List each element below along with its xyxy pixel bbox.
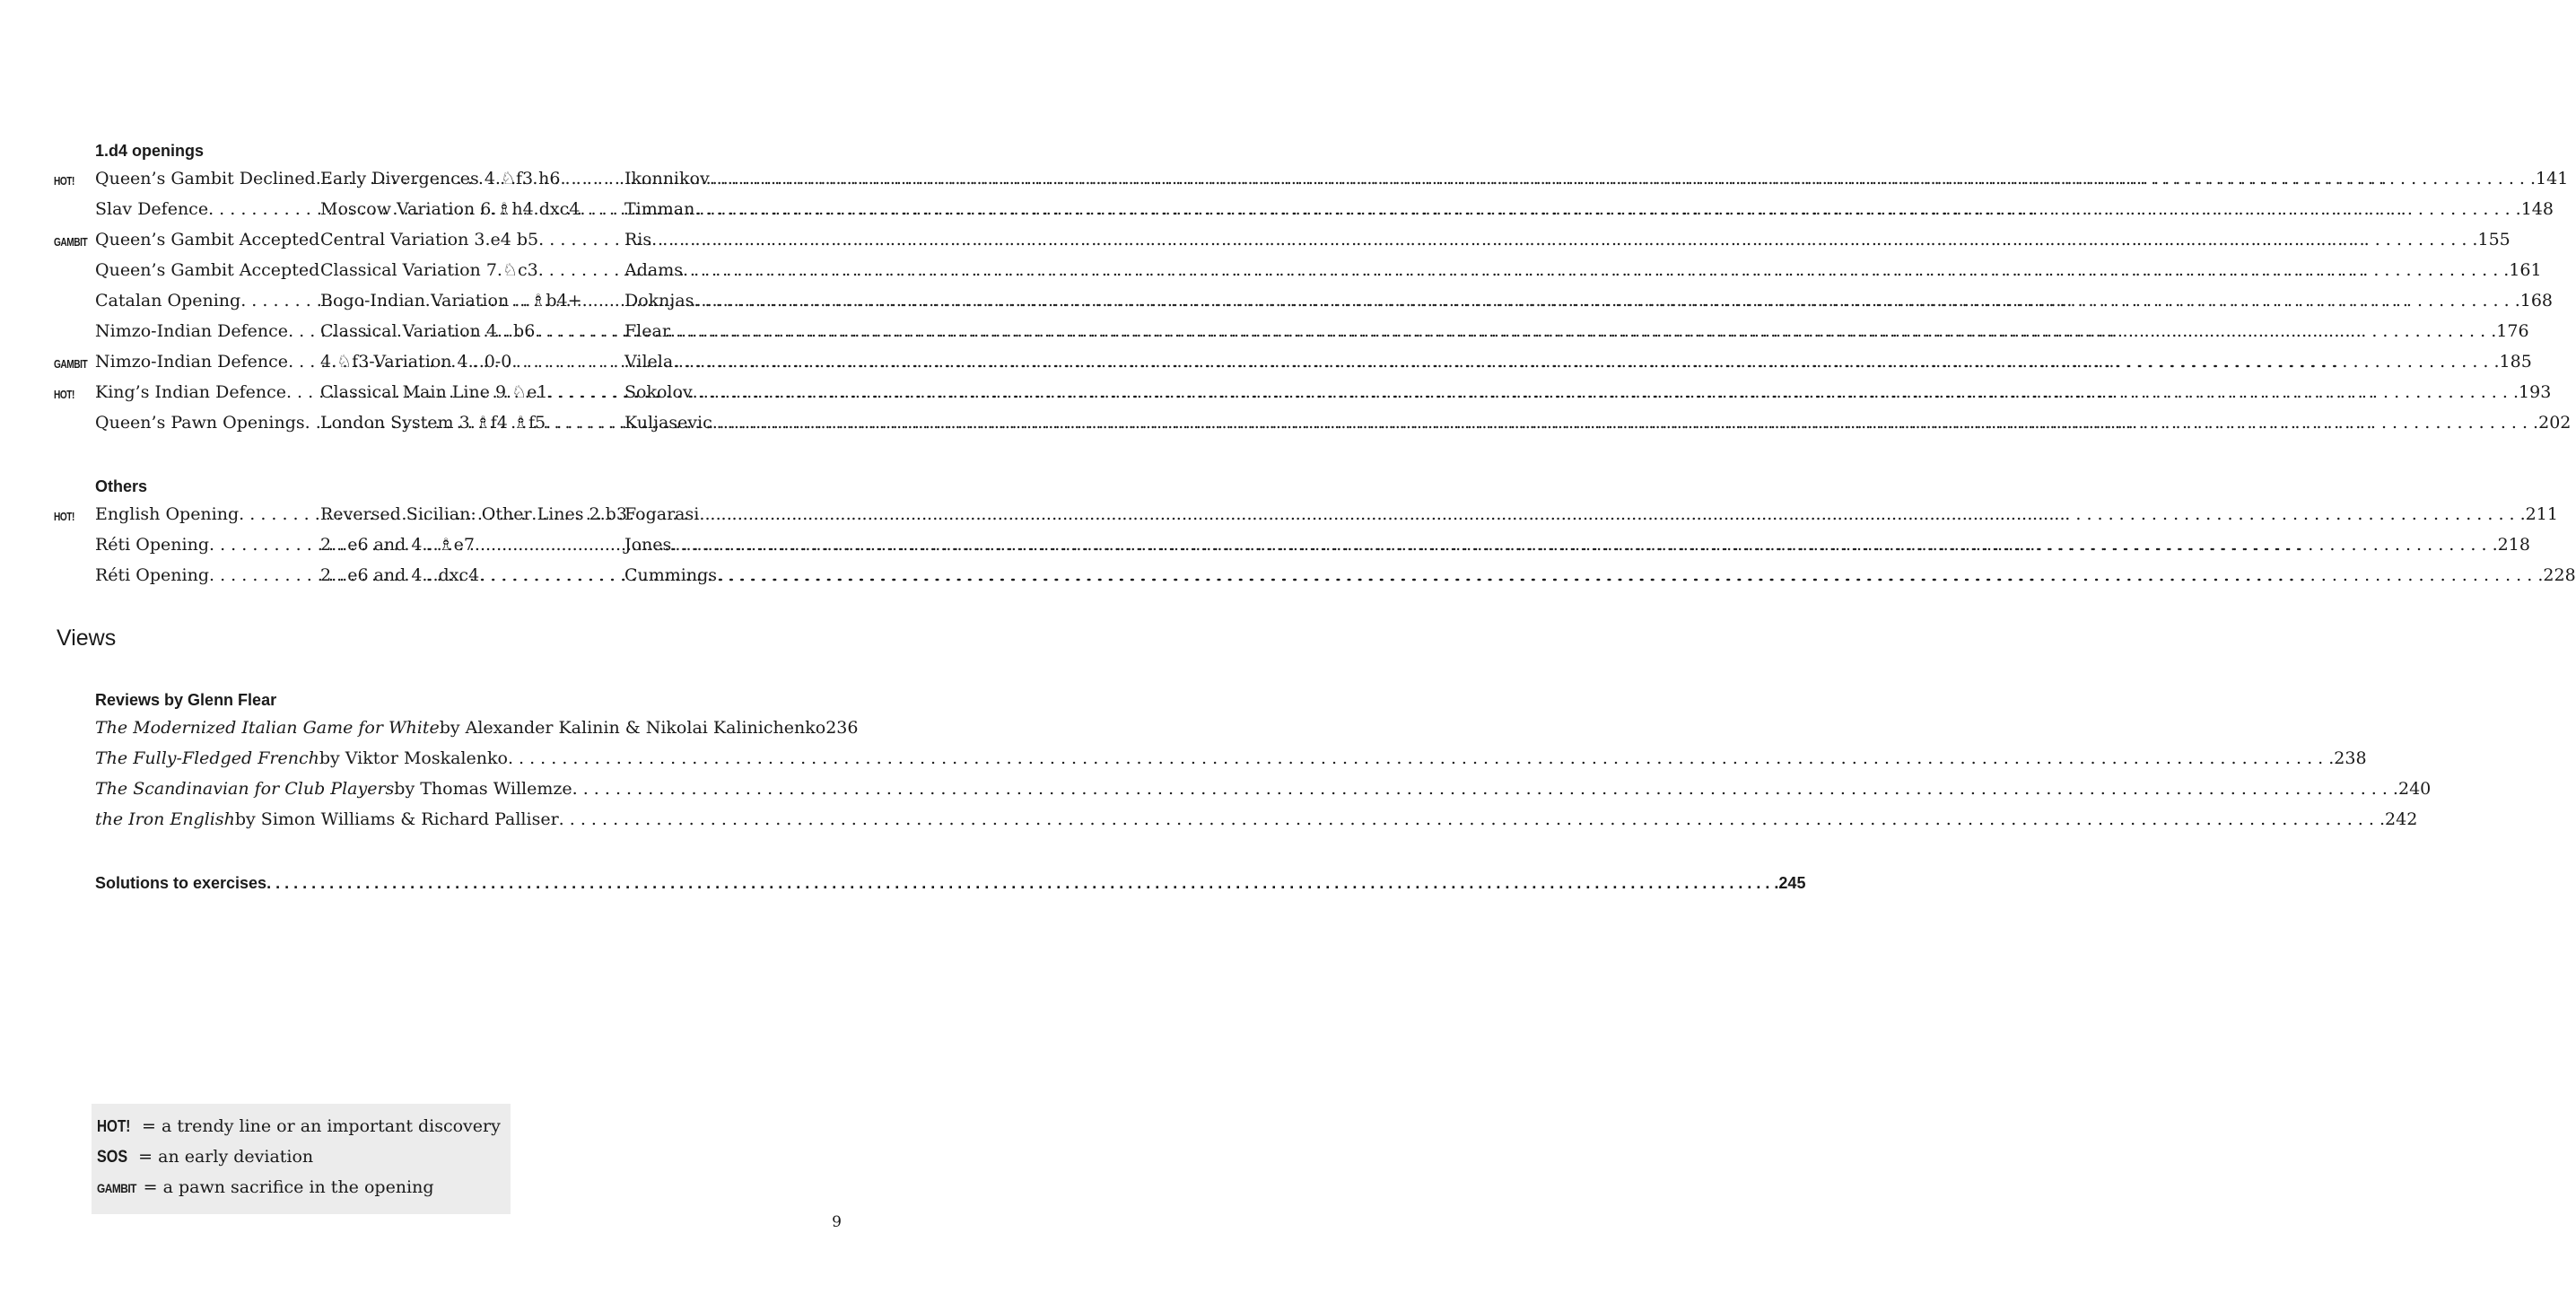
- page-number: 141: [2536, 169, 2569, 188]
- author-name: Doknjas: [624, 291, 694, 310]
- toc-row[interactable]: [54, 291, 2554, 318]
- toc-row[interactable]: [54, 382, 2552, 409]
- tag-label: HOT!: [54, 174, 74, 188]
- page-number: 185: [2499, 352, 2532, 372]
- page-number: 161: [2509, 260, 2542, 280]
- tag-label: HOT!: [54, 510, 74, 523]
- variation-name: Classical Variation 7.♘c3: [320, 260, 538, 280]
- variation-name: Bogo-Indian Variation ...♗b4+: [320, 291, 582, 310]
- variation-name: 2...e6 and 4...dxc4: [320, 565, 480, 585]
- author-name: Fogarasi: [624, 504, 700, 524]
- author-name: Vilela: [624, 352, 674, 372]
- review-row[interactable]: [95, 718, 859, 738]
- solutions-label: Solutions to exercises: [95, 874, 267, 892]
- section-heading-others: Others: [95, 477, 148, 495]
- variation-name: 4.♘f3-Variation 4...0-0: [320, 352, 512, 372]
- author-name: Kuljasevic: [624, 413, 712, 433]
- opening-name: Nimzo-Indian Defence: [95, 321, 289, 341]
- opening-name: Queen’s Gambit Accepted: [95, 260, 320, 280]
- legend-item: [97, 1177, 434, 1197]
- tag-label: GAMBIT: [54, 357, 88, 371]
- author-name: Adams: [624, 260, 683, 280]
- page-number: 236: [825, 718, 859, 738]
- opening-name: Slav Defence: [95, 199, 209, 219]
- author-name: Ikonnikov: [624, 169, 710, 188]
- book-byline: by Thomas Willemze: [394, 779, 572, 799]
- author-name: Jones: [624, 535, 672, 555]
- book-title: the Iron English: [95, 809, 235, 829]
- toc-row[interactable]: [54, 565, 2576, 592]
- page-number: 242: [2385, 809, 2418, 829]
- toc-row[interactable]: [54, 352, 2532, 379]
- page-number: 240: [2397, 779, 2432, 799]
- toc-row[interactable]: [54, 321, 2529, 348]
- legend-tag: GAMBIT: [97, 1181, 136, 1195]
- solutions-row[interactable]: [95, 874, 1806, 893]
- author-name: Sokolov: [624, 382, 693, 402]
- legend-text: = a pawn sacrifice in the opening: [143, 1177, 434, 1197]
- variation-name: Reversed Sicilian: Other Lines 2.b3: [320, 504, 627, 524]
- page-number-footer: 9: [832, 1213, 842, 1231]
- variation-name: Classical Variation 4...b6: [320, 321, 536, 341]
- book-title: The Fully-Fledged French: [95, 748, 319, 768]
- page-number: 211: [2525, 504, 2558, 524]
- tag-label: HOT!: [54, 388, 74, 401]
- author-name: Cummings: [624, 565, 718, 585]
- review-row[interactable]: [95, 748, 2367, 768]
- review-row[interactable]: [95, 779, 2432, 799]
- section-heading-d4: 1.d4 openings: [95, 142, 205, 160]
- opening-name: King’s Indian Defence: [95, 382, 286, 402]
- variation-name: Classical Main Line 9.♘e1: [320, 382, 548, 402]
- legend-item: [97, 1116, 501, 1136]
- book-title: The Scandinavian for Club Players: [95, 779, 395, 799]
- author-name: Timman: [624, 199, 695, 219]
- toc-row[interactable]: [54, 535, 2530, 562]
- toc-row[interactable]: [54, 199, 2554, 226]
- variation-name: Central Variation 3.e4 b5: [320, 230, 539, 249]
- review-row[interactable]: [95, 809, 2418, 829]
- page-number: 168: [2519, 291, 2554, 310]
- page-number: 218: [2497, 535, 2530, 555]
- book-byline: by Viktor Moskalenko: [319, 748, 508, 768]
- author-name: Ris: [624, 230, 652, 249]
- page-number: 148: [2520, 199, 2554, 219]
- author-name: Flear: [624, 321, 670, 341]
- page-number: 176: [2496, 321, 2529, 341]
- book-title: The Modernized Italian Game for White: [95, 718, 440, 738]
- variation-name: Early Divergences 4.♘f3 h6: [320, 169, 561, 188]
- reviews-heading: Reviews by Glenn Flear: [95, 691, 277, 709]
- toc-row[interactable]: [54, 413, 2572, 440]
- legend-box: [92, 1104, 511, 1214]
- variation-name: 2...e6 and 4...♗e7: [320, 535, 475, 555]
- opening-name: Réti Opening: [95, 565, 209, 585]
- toc-row[interactable]: [54, 504, 2558, 531]
- legend-text: = a trendy line or an important discovery: [136, 1116, 501, 1136]
- legend-tag: SOS: [97, 1148, 128, 1167]
- page-number: 202: [2538, 413, 2572, 433]
- page-number: 245: [1778, 874, 1806, 892]
- legend-tag: HOT!: [97, 1117, 131, 1135]
- opening-name: Queen’s Pawn Openings: [95, 413, 305, 433]
- page-number: 228: [2543, 565, 2576, 585]
- opening-name: English Opening: [95, 504, 240, 524]
- toc-row[interactable]: [54, 169, 2569, 196]
- opening-name: Réti Opening: [95, 535, 209, 555]
- opening-name: Catalan Opening: [95, 291, 241, 310]
- toc-row[interactable]: [54, 260, 2542, 287]
- views-title: Views: [57, 625, 117, 651]
- opening-name: Nimzo-Indian Defence: [95, 352, 289, 372]
- variation-name: London System 3.♗f4 ♗f5: [320, 413, 546, 433]
- page-number: 193: [2519, 382, 2552, 402]
- opening-name: Queen’s Gambit Accepted: [95, 230, 320, 249]
- book-byline: by Alexander Kalinin & Nikolai Kalinichenko: [439, 718, 826, 738]
- tag-label: GAMBIT: [54, 235, 88, 249]
- page-number: 155: [2477, 230, 2511, 249]
- variation-name: Moscow Variation 6.♗h4 dxc4: [320, 199, 581, 219]
- toc-row[interactable]: [54, 230, 2511, 257]
- opening-name: Queen’s Gambit Declined: [95, 169, 316, 188]
- legend-text: = an early deviation: [133, 1147, 314, 1167]
- legend-item: [97, 1147, 313, 1167]
- book-byline: by Simon Williams & Richard Palliser: [234, 809, 559, 829]
- page-number: 238: [2334, 748, 2367, 768]
